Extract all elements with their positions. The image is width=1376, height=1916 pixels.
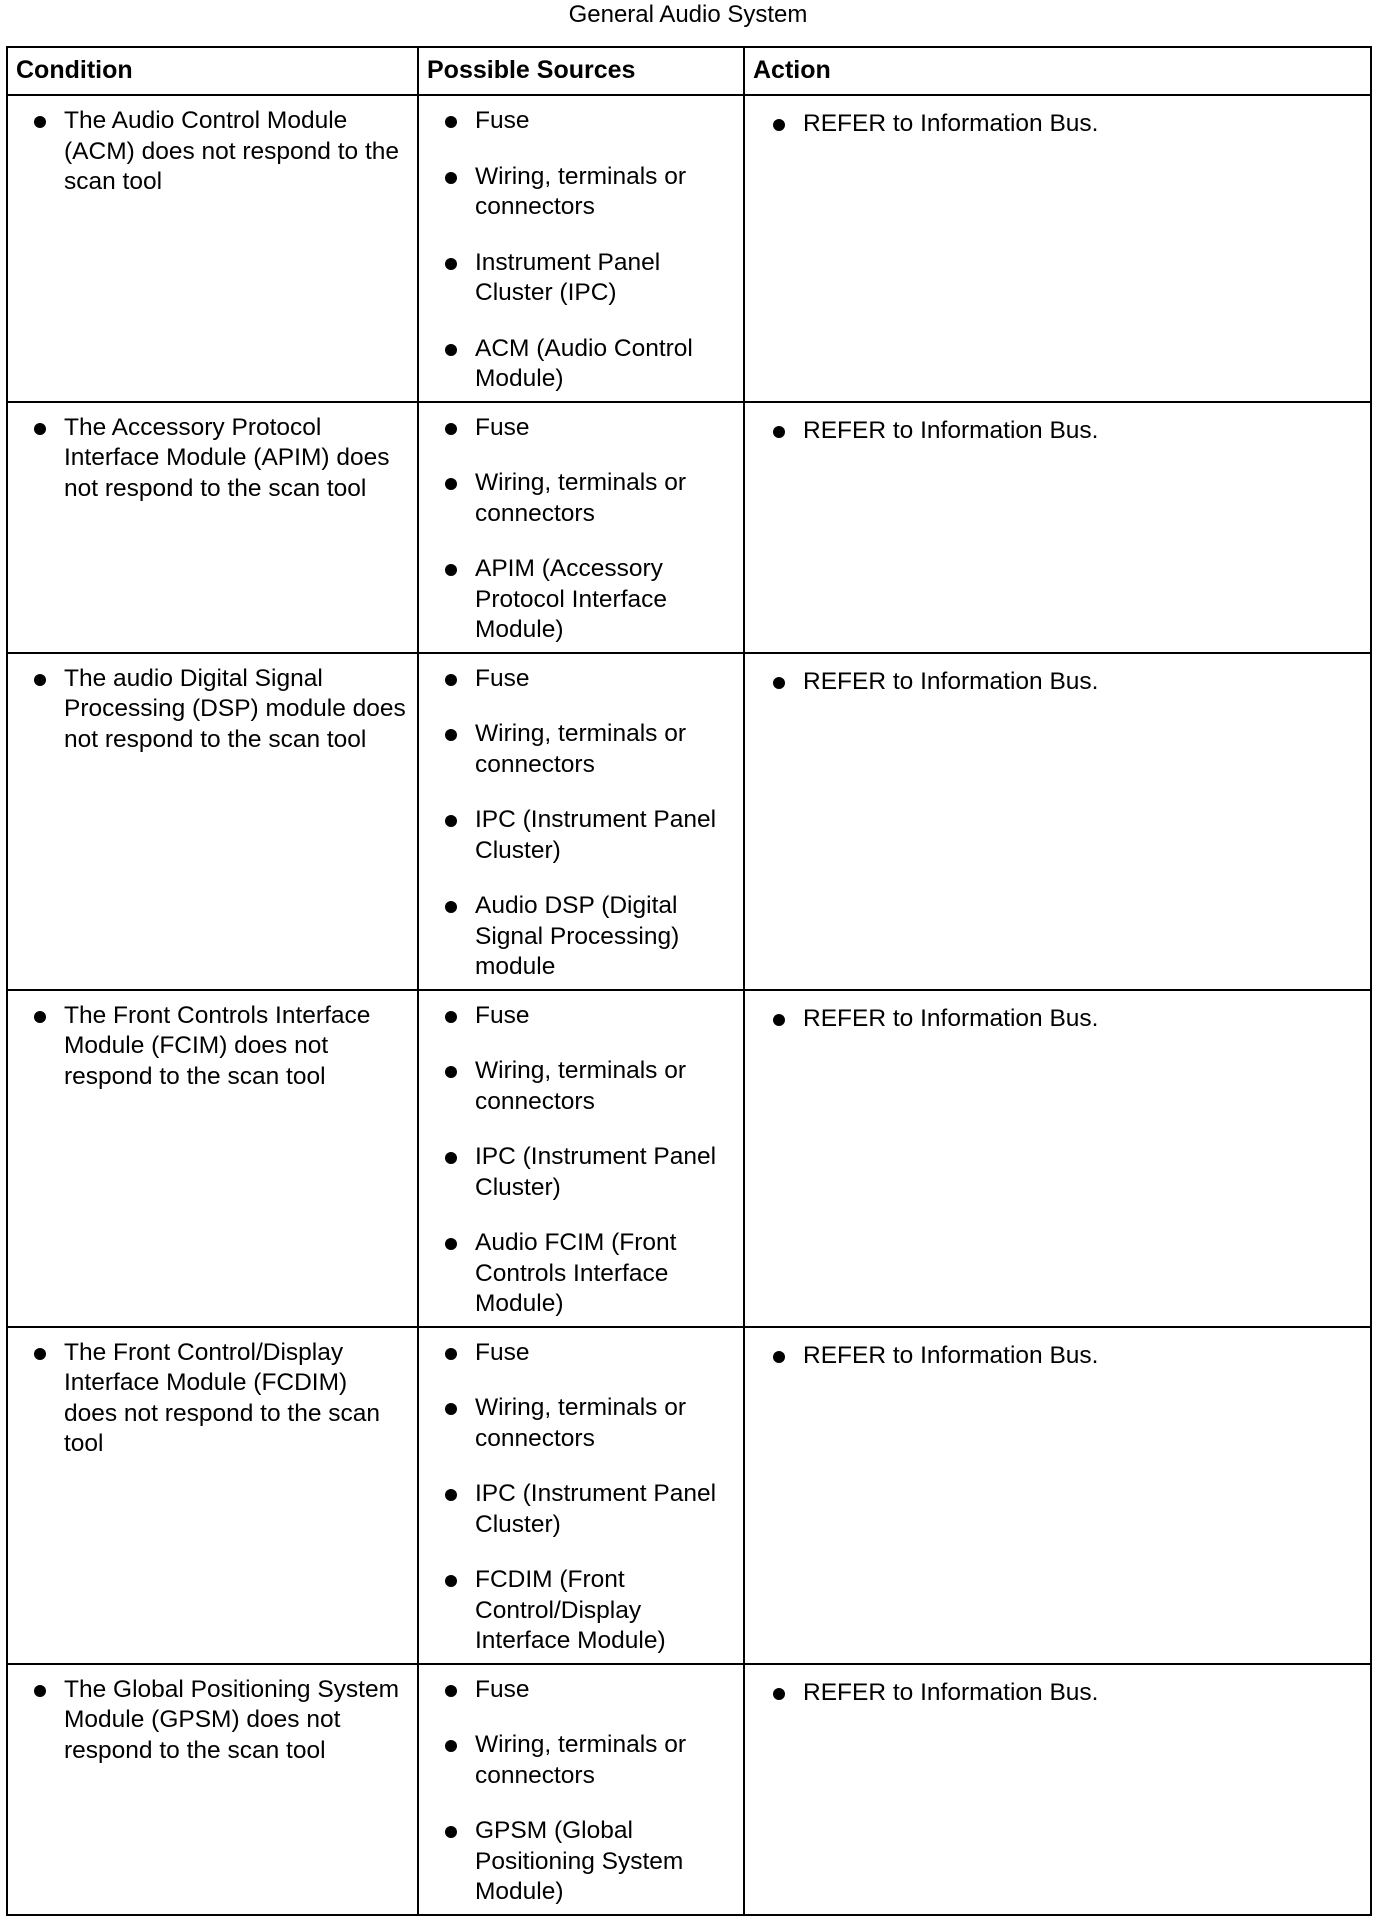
condition-list	[8, 403, 417, 511]
bullet-icon	[445, 815, 457, 827]
table-row	[7, 95, 1371, 402]
possible-sources-cell	[418, 1664, 744, 1915]
condition-text: The Audio Control Module (ACM) does not respond to the scan tool	[64, 107, 400, 195]
source-item	[419, 468, 733, 529]
action-text: REFER to Information Bus.	[803, 110, 1099, 137]
source-text: Fuse	[475, 107, 530, 134]
action-item	[745, 1004, 1360, 1035]
action-text: REFER to Information Bus.	[803, 667, 1099, 695]
condition-item	[8, 1001, 407, 1093]
condition-cell	[7, 990, 418, 1327]
table-row	[7, 402, 1371, 653]
source-text: Wiring, terminals or connectors	[475, 1394, 687, 1452]
condition-item	[8, 1338, 407, 1460]
bullet-icon	[445, 1403, 457, 1415]
column-header-condition: Condition	[7, 47, 418, 95]
condition-text: The audio Digital Signal Processing (DSP) module does not respond to the scan tool	[64, 664, 406, 753]
source-item	[419, 1338, 733, 1369]
condition-cell	[7, 1327, 418, 1664]
action-list	[745, 403, 1370, 453]
bullet-icon	[445, 1740, 457, 1752]
source-item	[419, 664, 733, 695]
action-list	[745, 1328, 1370, 1378]
bullet-icon	[34, 1348, 46, 1360]
table-body	[7, 95, 1371, 1915]
column-header-possible-sources: Possible Sources	[418, 47, 744, 95]
source-text: APIM (Accessory Protocol Interface Module)	[475, 555, 668, 643]
source-text: GPSM (Global Positioning System Module)	[475, 1817, 684, 1905]
condition-text: The Front Controls Interface Module (FCIM) does not respond to the scan tool	[64, 1001, 371, 1090]
bullet-icon	[773, 1351, 785, 1363]
bullet-icon	[34, 423, 46, 435]
source-text: Wiring, terminals or connectors	[475, 1057, 687, 1115]
bullet-icon	[445, 1152, 457, 1164]
source-list	[419, 96, 743, 401]
source-item	[419, 1001, 733, 1032]
condition-text: The Front Control/Display Interface Module (FCDIM) does not respond to the scan tool	[64, 1338, 380, 1457]
bullet-icon	[773, 1014, 785, 1026]
action-cell	[744, 1664, 1371, 1915]
table-row	[7, 990, 1371, 1327]
condition-list	[8, 654, 417, 762]
bullet-icon	[445, 344, 457, 356]
bullet-icon	[445, 1685, 457, 1697]
condition-text: The Global Positioning System Module (GPSM) does not respond to the scan tool	[64, 1675, 399, 1764]
source-text: Audio DSP (Digital Signal Processing) module	[475, 892, 680, 980]
bullet-icon	[34, 1685, 46, 1697]
bullet-icon	[34, 674, 46, 686]
condition-cell	[7, 95, 418, 402]
table-row	[7, 1664, 1371, 1915]
bullet-icon	[445, 1066, 457, 1078]
action-text: REFER to Information Bus.	[803, 1678, 1099, 1706]
source-list	[419, 991, 743, 1326]
bullet-icon	[445, 1575, 457, 1587]
source-text: Instrument Panel Cluster (IPC)	[475, 248, 661, 306]
action-item	[745, 1341, 1360, 1372]
source-text: ACM (Audio Control Module)	[475, 334, 693, 392]
condition-item	[8, 664, 407, 756]
source-item	[419, 1056, 733, 1117]
source-text: Wiring, terminals or connectors	[475, 1731, 687, 1789]
condition-list	[8, 1328, 417, 1466]
bullet-icon	[445, 1489, 457, 1501]
action-cell	[744, 653, 1371, 990]
condition-cell	[7, 1664, 418, 1915]
bullet-icon	[445, 423, 457, 435]
action-cell	[744, 990, 1371, 1327]
possible-sources-cell	[418, 95, 744, 402]
bullet-icon	[773, 677, 785, 689]
source-item	[419, 1730, 733, 1791]
column-header-action: Action	[744, 47, 1371, 95]
action-item	[745, 667, 1360, 698]
action-list	[745, 654, 1370, 704]
source-item	[419, 1142, 733, 1203]
source-list	[419, 654, 743, 989]
source-item	[419, 1816, 733, 1908]
condition-cell	[7, 653, 418, 990]
bullet-icon	[445, 1011, 457, 1023]
action-item	[745, 1678, 1360, 1709]
bullet-icon	[445, 729, 457, 741]
source-text: IPC (Instrument Panel Cluster)	[475, 1143, 717, 1201]
bullet-icon	[445, 1348, 457, 1360]
condition-item	[8, 413, 407, 505]
condition-text: The Accessory Protocol Interface Module (APIM) does not respond to the scan tool	[64, 413, 390, 502]
action-cell	[744, 95, 1371, 402]
source-item	[419, 334, 733, 395]
source-item	[419, 1675, 733, 1706]
bullet-icon	[445, 1238, 457, 1250]
bullet-icon	[445, 258, 457, 270]
source-text: Wiring, terminals or connectors	[475, 469, 687, 527]
source-item	[419, 805, 733, 866]
bullet-icon	[445, 1826, 457, 1838]
source-list	[419, 1328, 743, 1663]
action-list	[745, 1665, 1370, 1715]
source-text: Fuse	[475, 1001, 530, 1029]
action-list	[745, 96, 1370, 146]
source-text: Wiring, terminals or connectors	[475, 720, 687, 778]
diagnostic-table	[6, 46, 1372, 1916]
source-item	[419, 248, 733, 309]
table-caption: General Audio System	[568, 1, 808, 28]
source-text: Fuse	[475, 413, 530, 441]
source-text: IPC (Instrument Panel Cluster)	[475, 806, 717, 864]
bullet-icon	[773, 119, 785, 131]
action-list	[745, 991, 1370, 1041]
bullet-icon	[34, 1011, 46, 1023]
bullet-icon	[773, 1688, 785, 1700]
bullet-icon	[445, 674, 457, 686]
action-text: REFER to Information Bus.	[803, 1004, 1099, 1032]
source-item	[419, 719, 733, 780]
condition-list	[8, 991, 417, 1099]
possible-sources-cell	[418, 653, 744, 990]
action-item	[745, 109, 1360, 140]
action-cell	[744, 1327, 1371, 1664]
source-item	[419, 891, 733, 983]
source-text: Fuse	[475, 664, 530, 692]
bullet-icon	[34, 116, 46, 128]
source-text: Fuse	[475, 1675, 530, 1703]
source-item	[419, 1565, 733, 1657]
bullet-icon	[445, 172, 457, 184]
source-text: Wiring, terminals or connectors	[475, 162, 687, 220]
condition-item	[8, 106, 407, 198]
source-text: Fuse	[475, 1338, 530, 1366]
action-text: REFER to Information Bus.	[803, 1341, 1099, 1369]
action-cell	[744, 402, 1371, 653]
source-item	[419, 106, 733, 137]
header-row	[7, 47, 1371, 95]
condition-item	[8, 1675, 407, 1767]
condition-list	[8, 96, 417, 204]
source-list	[419, 403, 743, 652]
source-item	[419, 162, 733, 223]
condition-list	[8, 1665, 417, 1773]
table-row	[7, 653, 1371, 990]
bullet-icon	[445, 564, 457, 576]
source-item	[419, 1228, 733, 1320]
source-item	[419, 1393, 733, 1454]
action-text: REFER to Information Bus.	[803, 416, 1099, 444]
bullet-icon	[445, 478, 457, 490]
bullet-icon	[445, 901, 457, 913]
source-item	[419, 1479, 733, 1540]
source-text: Audio FCIM (Front Controls Interface Module)	[475, 1229, 677, 1317]
table-row	[7, 1327, 1371, 1664]
bullet-icon	[445, 116, 457, 128]
bullet-icon	[773, 426, 785, 438]
possible-sources-cell	[418, 1327, 744, 1664]
possible-sources-cell	[418, 990, 744, 1327]
source-text: FCDIM (Front Control/Display Interface Module)	[475, 1566, 666, 1654]
source-item	[419, 554, 733, 646]
possible-sources-cell	[418, 402, 744, 653]
action-item	[745, 416, 1360, 447]
source-text: IPC (Instrument Panel Cluster)	[475, 1480, 717, 1538]
source-item	[419, 413, 733, 444]
condition-cell	[7, 402, 418, 653]
source-list	[419, 1665, 743, 1914]
